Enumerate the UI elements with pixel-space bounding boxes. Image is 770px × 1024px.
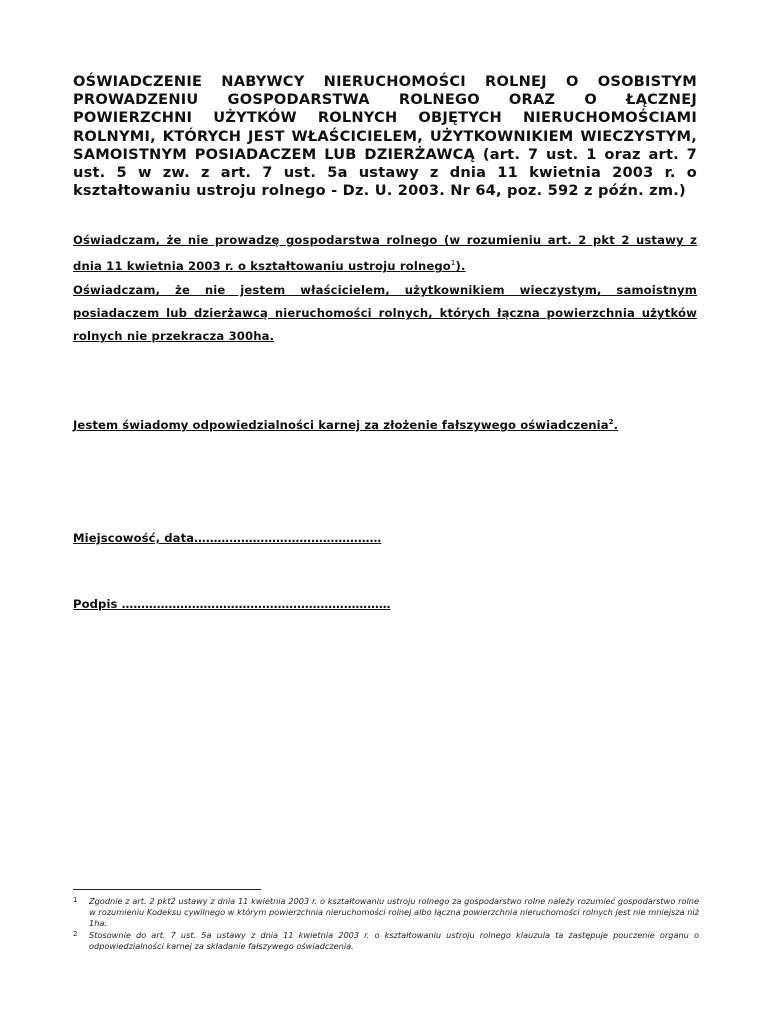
footnote-2-number: 2 xyxy=(73,930,78,938)
statement-not-owner: Oświadczam, że nie jestem właścicielem, użytkownikiem wieczystym, samoistnym posiadaczem lub dzierżawcą nieruchomości rolnych, których łączna powierzchnia użytków rolnych nie przekracza 300ha. xyxy=(73,283,697,344)
statement-1-text: Oświadczam, że nie prowadzę gospodarstwa rolnego (w rozumieniu art. 2 pkt 2 ustawy z dnia 11 kwietnia 2003 r. o kształtowaniu ustroju rolnego xyxy=(73,233,697,274)
footnote-1 xyxy=(73,896,699,929)
document-title xyxy=(73,73,697,200)
footnote-1-text: Zgodnie z art. 2 pkt2 ustawy z dnia 11 kwietnia 2003 r. o kształtowaniu ustroju rolnego za gospodarstwo rolne należy rozumieć gospodarstwo rolne w rozumieniu Kodeksu cywilnego w którym powierzchnia nieruchomości rolnej albo łączna powierzchnia nieruchomości rolnych jest nie mniejsza niż 1ha. xyxy=(89,896,699,928)
awareness-text: Jestem świadomy odpowiedzialności karnej za złożenie fałszywego oświadczenia xyxy=(73,418,609,432)
statement-1-end: ). xyxy=(455,259,466,274)
footnote-ref-1: 1 xyxy=(450,259,456,268)
place-date-field[interactable]: Miejscowość, data………………………………………… xyxy=(73,531,382,545)
footnote-2-text: Stosownie do art. 7 ust. 5a ustawy z dnia 11 kwietnia 2003 r. o kształtowaniu ustroju rolnego klauzula ta zastępuje pouczenie organu o odpowiedzialności karnej za składanie fałszywego oświadczenia. xyxy=(89,930,699,951)
title-main: OŚWIADCZENIE NABYWCY NIERUCHOMOŚCI ROLNEJ O OSOBISTYM PROWADZENIU GOSPODARSTWA ROLNEGO ORAZ O ŁĄCZNEJ POWIERZCHNI UŻYTKÓW ROLNYCH OBJĘTYCH NIERUCHOMOŚCIAMI ROLNYMI, KTÓRYCH JEST WŁAŚCICIELEM, UŻYTKOWNIKIEM WIECZYSTYM, SAMOISTNYM POSIADACZEM LUB DZIERŻAWCĄ xyxy=(73,73,697,163)
footnote-ref-2: 2 xyxy=(608,418,614,426)
footnote-divider xyxy=(73,889,261,890)
footnotes xyxy=(73,896,699,952)
document-page xyxy=(73,73,698,611)
title-legal-basis: (art. 7 ust. 1 oraz art. 7 ust. 5 w zw. z art. 7 ust. 5a ustawy z dnia 11 kwietnia 2003 r. o kształtowaniu ustroju rolnego - Dz. U. 2003. Nr 64, poz. 592 z późn. zm.) xyxy=(73,145,698,200)
footnote-1-number: 1 xyxy=(73,896,78,904)
awareness-statement xyxy=(73,418,713,432)
footnote-2 xyxy=(73,930,699,952)
awareness-end: . xyxy=(613,418,619,432)
statement-no-farm xyxy=(73,229,697,278)
signature-field[interactable]: Podpis …………………………………………………………… xyxy=(73,597,391,611)
